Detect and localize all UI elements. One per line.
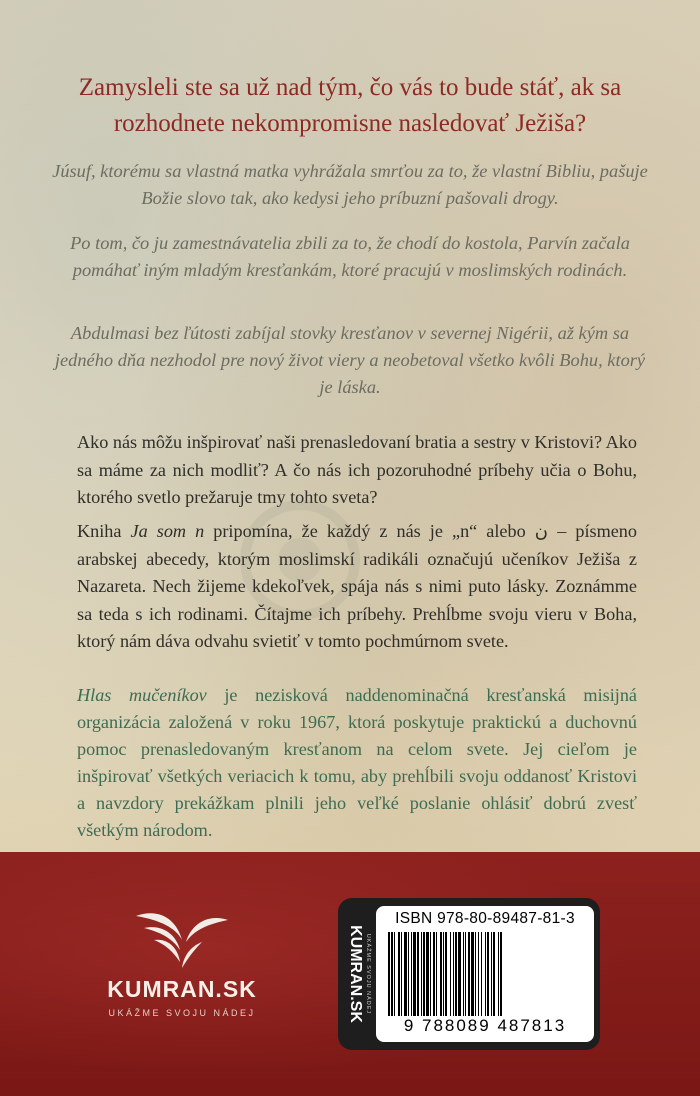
brand-strip (338, 898, 372, 1050)
org-paragraph (77, 682, 637, 844)
publisher-tagline: UKÁŽME SVOJU NÁDEJ (108, 1008, 256, 1018)
story-yusuf: Júsuf, ktorému sa vlastná matka vyhrážala smrťou za to, že vlastní Bibliu, pašuje Božie slovo tak, ako kedysi jeho príbuzní pašovali drogy. (52, 161, 648, 208)
publisher-logo (82, 910, 282, 1030)
barcode-card (376, 906, 594, 1042)
publisher-name: KUMRAN.SK (107, 976, 257, 1002)
isbn-label: ISBN 978-80-89487-81-3 (395, 910, 575, 927)
story-abdulmasi: Abdulmasi bez ľútosti zabíjal stovky kresťanov v severnej Nigérii, až kým sa jedného dňa nezhodol pre nový život viery a neobetoval všetko kvôli Bohu, ktorý je láska. (54, 323, 646, 397)
isbn-barcode-box (338, 898, 600, 1050)
org-name: Hlas mučeníkov (77, 685, 207, 705)
book-paragraph (77, 518, 637, 656)
barcode-digits: 9 788089 487813 (403, 1016, 567, 1035)
publisher-band (0, 852, 700, 1096)
dove-icon (132, 910, 232, 972)
questions-paragraph: Ako nás môžu inšpirovať naši prenasledovaní bratia a sestry v Kristovi? Ako sa máme za nich modliť? A čo nás ich pozoruhodné príbehy učia o Bohu, ktorého svetlo prežaruje tmy tohto sveta? (77, 432, 637, 507)
barcode-bars (388, 932, 582, 1016)
brand-strip-name: KUMRAN.SK (347, 925, 364, 1023)
book-prefix: Kniha (77, 521, 131, 541)
brand-strip-tagline: UKÁŽME SVOJU NÁDEJ (365, 933, 371, 1015)
story-parvin: Po tom, čo ju zamestnávatelia zbili za to, že chodí do kostola, Parvín začala pomáhať iným mladým kresťankám, ktoré pracujú v moslimských rodinách. (70, 233, 630, 280)
book-text: pripomína, že každý z nás je „n“ alebo ن – písmeno arabskej abecedy, ktorým moslimskí radikáli označujú učeníkov Ježiša z Nazareta. Nech žijeme kdekoľvek, spája nás s nimi puto lásky. Zoznámme sa teda s ich rodinami. Čítajme ich príbehy. Prehĺbme svoju vieru v Boha, ktorý nám dáva odvahu svietiť v tomto pochmúrnom svete. (77, 521, 637, 651)
headline: Zamysleli ste sa už nad tým, čo vás to bude stáť, ak sa rozhodnete nekompromisne nasledovať Ježiša? (78, 74, 622, 137)
book-title: Ja som n (130, 521, 205, 541)
org-text: je nezisková naddenominačná kresťanská misijná organizácia založená v roku 1967, ktorá poskytuje praktickú a duchovnú pomoc prenasledovaným kresťanom na celom svete. Jej cieľom je inšpirovať všetkých veriacich k tomu, aby prehĺbili svoju oddanosť Kristovi a navzdory prekážkam plnili jeho veľké poslanie ohlásiť dobrú zvesť všetkým národom. (77, 685, 637, 840)
